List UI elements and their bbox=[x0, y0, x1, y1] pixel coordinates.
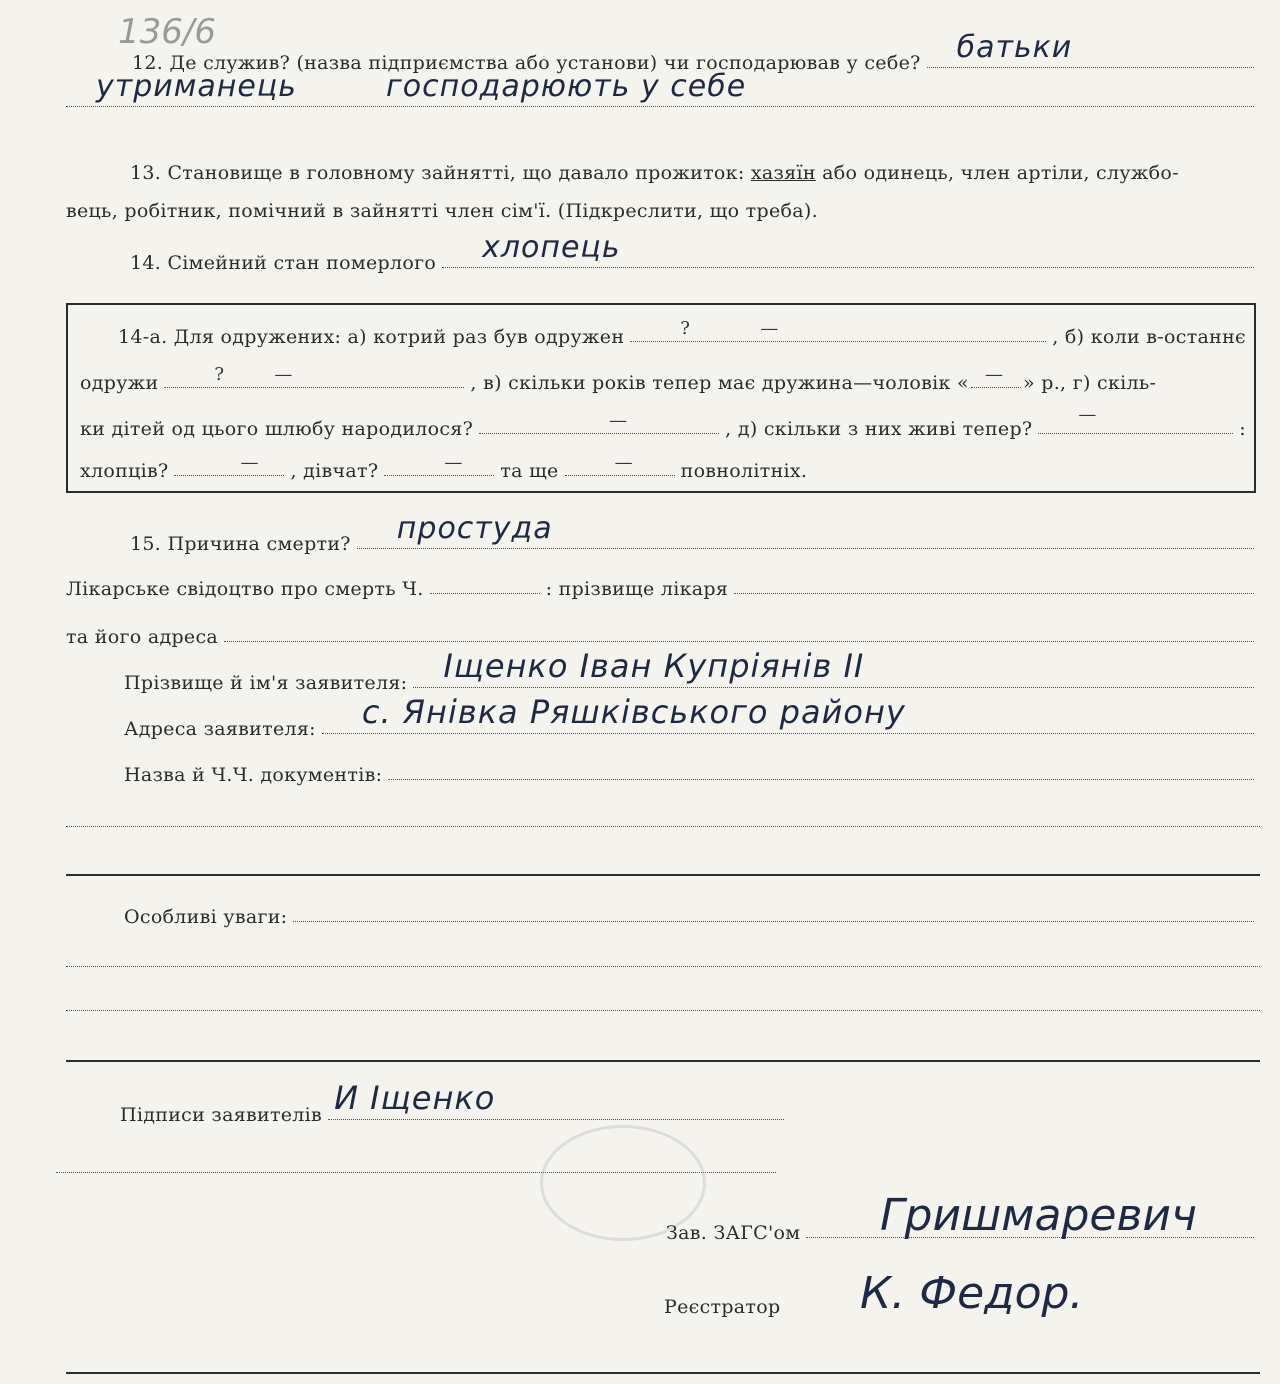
q13-line-1: 13. Становище в головному зайнятті, що давало прожиток: хазяїн або одинець, член артіли, службо- bbox=[130, 162, 1179, 184]
q14-answer: хлопець bbox=[482, 230, 621, 265]
q12-label: 12. Де служив? (назва підприємства або установи) чи господарював у себе? bbox=[132, 52, 921, 74]
q14-label: 14. Сімейний стан померлого bbox=[130, 252, 437, 274]
q13-line-2: вець, робітник, помічний в зайнятті член сім'ї. (Підкреслити, що треба). bbox=[66, 200, 818, 222]
medical-row: Лікарське свідоцтво про смерть Ч. : прізвище лікаря bbox=[66, 578, 1260, 600]
q14a-line-2: одружи ? — , в) скільки років тепер має дружина—чоловік « — » р., г) скіль- bbox=[80, 364, 1157, 394]
q14a-line-1: 14-а. Для одружених: а) котрий раз був одружен ? — , б) коли в-останнє bbox=[118, 318, 1246, 348]
documents-row: Назва й Ч.Ч. документів: bbox=[124, 764, 1260, 786]
registrar-signature: К. Федор. bbox=[860, 1268, 1084, 1319]
q15-answer: простуда bbox=[396, 511, 553, 546]
q15-label: 15. Причина смерти? bbox=[130, 533, 351, 555]
q14a-line-3: ки дітей од цього шлюбу народилося? — , д) скільки з них живі тепер? — : bbox=[80, 404, 1246, 440]
registrar-row: Реєстратор bbox=[664, 1296, 781, 1318]
applicant-signature-row: Підписи заявителів И Іщенко bbox=[120, 1104, 790, 1126]
head-signature-row: Зав. ЗАГС'ом bbox=[666, 1222, 1260, 1244]
q12-row-2 bbox=[66, 69, 1260, 113]
head-signature: Гришмаревич bbox=[880, 1190, 1197, 1241]
q14a-line-4: хлопців? — , дівчат? — та ще — повнолітніх. bbox=[80, 452, 808, 482]
medical-address-row: та його адреса bbox=[66, 626, 1260, 648]
applicant-address-row: Адреса заявителя: с. Янівка Ряшківського району bbox=[124, 718, 1260, 740]
q15-row bbox=[130, 511, 1260, 555]
notes-row: Особливі уваги: bbox=[124, 906, 1260, 928]
q12-answer-2: утриманець bbox=[96, 69, 297, 104]
q12-answer-3: господарюють у себе bbox=[386, 69, 747, 104]
q13-owner-underlined: хазяїн bbox=[750, 162, 816, 184]
q14-row bbox=[130, 230, 1260, 274]
q12-answer-1: батьки bbox=[956, 30, 1073, 65]
applicant-address: с. Янівка Ряшківського району bbox=[361, 693, 906, 731]
applicant-name-row: Прізвище й ім'я заявителя: Іщенко Іван Купріянів II bbox=[124, 672, 1260, 694]
corner-mark: 136/6 bbox=[118, 12, 216, 52]
applicant-signature: И Іщенко bbox=[334, 1079, 496, 1117]
applicant-name: Іщенко Іван Купріянів II bbox=[443, 647, 865, 685]
